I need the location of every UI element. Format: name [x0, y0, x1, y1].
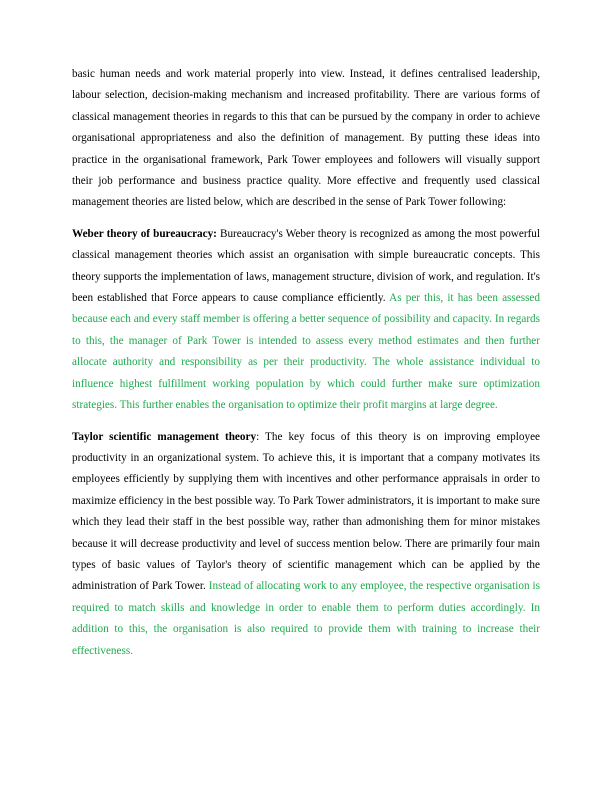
- document-page: [72, 64, 540, 672]
- weber-paragraph: [72, 224, 540, 417]
- intro-paragraph: [72, 64, 540, 214]
- taylor-heading: Taylor scientific management theory: [72, 430, 257, 443]
- taylor-paragraph: [72, 427, 540, 662]
- taylor-highlight: Instead of allocating work to any employee, the respective organisation is required to match skills and knowledge in order to enable them to perform duties accordingly. In addition to this, the organisation is also required to provide them with training to increase their effectiveness.: [72, 580, 540, 657]
- weber-highlight: As per this, it has been assessed because each and every staff member is offering a better sequence of possibility and capacity. In regards to this, the manager of Park Tower is intended to assess every method estimates and then further allocate authority and responsibility as per their productivity. The whole assistance individual to influence highest fulfillment working population by which could further make sure optimization strategies. This further enables the organisation to optimize their profit margins at large degree.: [72, 292, 540, 412]
- intro-text: basic human needs and work material properly into view. Instead, it defines centralised leadership, labour selection, decision-making mechanism and increased profitability. There are various forms of classical management theories in regards to this that can be pursued by the company in order to achieve organisational appropriateness and also the definition of management. By putting these ideas into practice in the organisational framework, Park Tower employees and followers will visually support their job performance and business practice quality. More effective and frequently used classical management theories are listed below, which are described in the sense of Park Tower following:: [72, 68, 540, 209]
- weber-body: Bureaucracy's Weber theory is recognized as among the most powerful classical management theories which assist an organisation with simple bureaucratic concepts. This theory supports the implementation of laws, management structure, division of work, and regulation. It's been established that Force appears to cause compliance efficiently.: [72, 227, 541, 305]
- weber-heading: Weber theory of bureaucracy:: [72, 227, 217, 240]
- taylor-body: : The key focus of this theory is on improving employee productivity in an organizational system. To achieve this, it is important that a company motivates its employees efficiently by supplying them with incentives and other performance appraisals in order to maximize efficiency in the best possible way. To Park Tower administrators, it is important to make sure which they lead their staff in the best possible way, rather than admonishing them for minor mistakes because it will decrease productivity and level of success mention below. There are primarily four main types of basic values of Taylor's theory of scientific management which can be applied by the administration of Park Tower.: [72, 430, 541, 593]
